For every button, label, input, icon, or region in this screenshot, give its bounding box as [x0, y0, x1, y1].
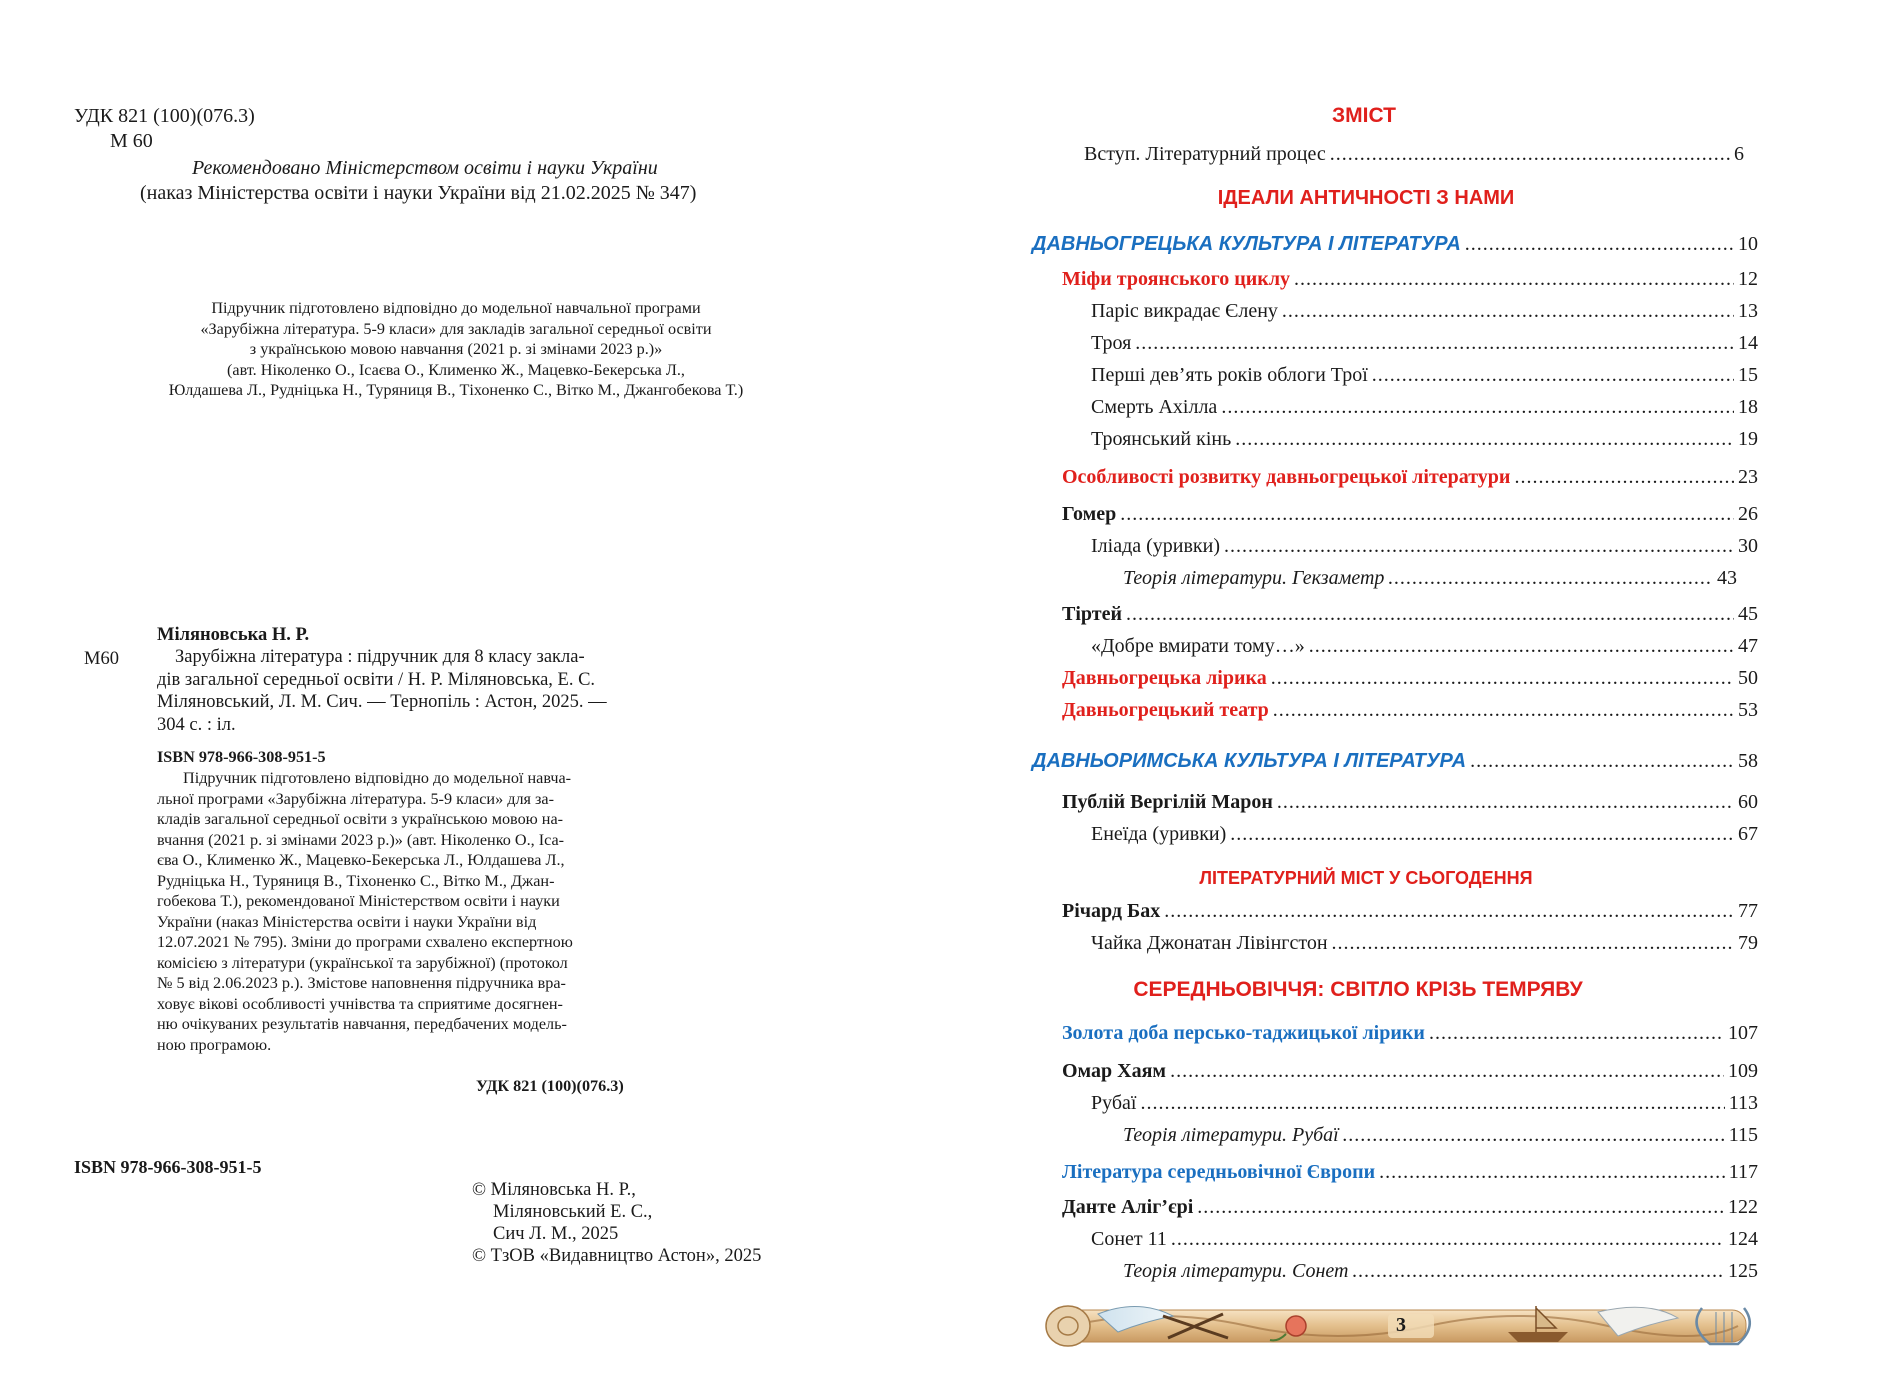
- toc-entry-page: 43: [1717, 567, 1737, 589]
- abstract-line: комісією з літератури (української та зарубіжної) (протокол: [157, 953, 568, 972]
- toc-entry-label: Чайка Джонатан Лівінгстон: [1091, 932, 1328, 954]
- toc-entry-label: Вступ. Літературний процес: [1084, 143, 1326, 165]
- toc-entry-page: 107: [1728, 1022, 1758, 1044]
- toc-entry-page: 47: [1738, 635, 1758, 657]
- toc-entry-label: «Добре вмирати тому…»: [1091, 635, 1305, 657]
- toc-entry-label: ДАВНЬОРИМСЬКА КУЛЬТУРА І ЛІТЕРАТУРА: [1032, 750, 1467, 772]
- toc-leader: [1120, 502, 1734, 526]
- toc-entry-label: Теорія літератури. Гекзаметр: [1123, 567, 1385, 589]
- code-top: М 60: [110, 130, 153, 152]
- toc-entry-page: 67: [1738, 823, 1758, 845]
- abstract-line: України (наказ Міністерства освіти і науки України від: [157, 912, 537, 931]
- toc-entry-page: 14: [1738, 332, 1758, 354]
- toc-entry[interactable]: [1062, 1021, 1758, 1045]
- toc-entry-page: 115: [1728, 1124, 1758, 1146]
- toc-entry-label: Троянський кінь: [1091, 428, 1232, 450]
- biblio-line: Зарубіжна література : підручник для 8 класу закла-: [175, 647, 585, 667]
- toc-leader: [1429, 1021, 1724, 1045]
- toc-entry-label: Паріс викрадає Єлену: [1091, 300, 1278, 322]
- order-line: (наказ Міністерства освіти і науки України від 21.02.2025 № 347): [140, 182, 697, 204]
- toc-leader: [1372, 363, 1734, 387]
- abstract-line: вчання (2021 р. зі змінами 2023 р.)» (авт. Ніколенко О., Іса-: [157, 830, 565, 849]
- toc-entry-page: 45: [1738, 603, 1758, 625]
- toc-entry[interactable]: [1091, 634, 1758, 658]
- abstract-line: гобекова Т.), рекомендованої Міністерством освіти і науки: [157, 892, 560, 910]
- toc-leader: [1388, 566, 1713, 590]
- toc-entry-page: 50: [1738, 667, 1758, 689]
- toc-entry-label: Особливості розвитку давньогрецької літератури: [1062, 466, 1511, 488]
- toc-entry[interactable]: [1062, 1195, 1758, 1219]
- toc-entry[interactable]: [1123, 566, 1737, 590]
- toc-entry-page: 117: [1728, 1161, 1758, 1183]
- toc-entry-page: 13: [1738, 300, 1758, 322]
- copyright-line: © ТзОВ «Видавництво Астон», 2025: [472, 1246, 762, 1266]
- biblio-line: 304 с. : іл.: [157, 714, 236, 735]
- toc-leader: [1309, 634, 1734, 658]
- code-side: М60: [84, 649, 119, 669]
- toc-entry-label: Література середньовічної Європи: [1062, 1161, 1376, 1183]
- toc-entry-label: Данте Аліг’єрі: [1062, 1196, 1194, 1218]
- toc-entry-page: 10: [1738, 233, 1758, 255]
- toc-leader: [1224, 534, 1734, 558]
- toc-entry[interactable]: [1062, 465, 1758, 489]
- toc-entry-label: Річард Бах: [1062, 900, 1161, 922]
- toc-entry[interactable]: [1091, 534, 1758, 558]
- abstract-line: єва О., Клименко Ж., Мацевко-Бекерська Л., Юлдашева Л.,: [157, 851, 565, 869]
- toc-entry-page: 18: [1738, 396, 1758, 418]
- copyright-line: Міляновський Е. С.,: [493, 1202, 653, 1222]
- toc-entry-label: Давньогрецький театр: [1062, 699, 1269, 721]
- toc-entry[interactable]: [1123, 1259, 1758, 1283]
- toc-leader: [1277, 790, 1734, 814]
- toc-entry[interactable]: [1091, 427, 1758, 451]
- udk-top: УДК 821 (100)(076.3): [74, 105, 255, 127]
- toc-entry-page: 124: [1728, 1228, 1758, 1250]
- program-line: Підручник підготовлено відповідно до модельної навчальної програми: [211, 299, 701, 317]
- toc-entry-page: 58: [1738, 750, 1758, 772]
- toc-entry[interactable]: [1091, 1227, 1758, 1251]
- toc-leader: [1126, 602, 1734, 626]
- toc-leader: [1171, 1227, 1724, 1251]
- toc-leader: [1330, 142, 1730, 166]
- toc-entry-page: 109: [1728, 1060, 1758, 1082]
- toc-entry-label: Теорія літератури. Рубаї: [1123, 1124, 1339, 1146]
- program-line: з українською мовою навчання (2021 р. зі змінами 2023 р.)»: [249, 340, 663, 358]
- abstract-line: льної програми «Зарубіжна література. 5-9 класи» для за-: [157, 789, 554, 808]
- toc-entry-label: Рубаї: [1091, 1092, 1137, 1114]
- toc-entry[interactable]: [1062, 698, 1758, 722]
- copyright-line: © Міляновська Н. Р.,: [472, 1180, 636, 1200]
- toc-entry-label: Іліада (уривки): [1091, 535, 1221, 557]
- toc-entry-page: 26: [1738, 503, 1758, 525]
- abstract-line: 12.07.2021 № 795). Зміни до програми схвалено експертною: [157, 933, 573, 951]
- program-note: [100, 298, 812, 401]
- toc-leader: [1470, 750, 1734, 773]
- toc-leader: [1514, 465, 1734, 489]
- toc-leader: [1332, 931, 1734, 955]
- toc-entry-page: 125: [1728, 1260, 1758, 1282]
- toc-leader: [1135, 331, 1734, 355]
- toc-leader: [1170, 1059, 1724, 1083]
- toc-entry-page: 53: [1738, 699, 1758, 721]
- toc-entry-page: 122: [1728, 1196, 1758, 1218]
- toc-entry[interactable]: [1091, 931, 1758, 955]
- toc-entry[interactable]: [1091, 331, 1758, 355]
- program-line: «Зарубіжна література. 5-9 класи» для закладів загальної середньої освіти: [200, 319, 712, 338]
- program-line: Юлдашева Л., Рудніцька Н., Туряниця В., Тіхоненко С., Вітко М., Джангобекова Т.): [168, 381, 744, 399]
- author-name: Міляновська Н. Р.: [157, 625, 310, 645]
- toc-entry-label: Сонет 11: [1091, 1228, 1167, 1250]
- copyright-block: [472, 1179, 761, 1267]
- toc-entry-page: 15: [1738, 364, 1758, 386]
- abstract-line: № 5 від 2.06.2023 р.). Змістове наповнення підручника вра-: [157, 974, 566, 992]
- toc-entry[interactable]: [1062, 267, 1758, 291]
- toc-leader: [1221, 395, 1734, 419]
- biblio-line: дів загальної середньої освіти / Н. Р. Міляновська, Е. С.: [157, 669, 596, 690]
- toc-entry[interactable]: [1091, 395, 1758, 419]
- toc-entry[interactable]: [1091, 1091, 1758, 1115]
- toc-entry[interactable]: [1062, 666, 1758, 690]
- toc-entry-label: Омар Хаям: [1062, 1060, 1167, 1082]
- toc-entry[interactable]: [1062, 602, 1758, 626]
- toc-entry[interactable]: [1062, 1059, 1758, 1083]
- recommendation-line: Рекомендовано Міністерством освіти і науки України: [192, 157, 658, 179]
- toc-leader: [1352, 1259, 1724, 1283]
- toc-entry[interactable]: [1123, 1123, 1758, 1147]
- page-number: 3: [1396, 1314, 1406, 1336]
- program-line: (авт. Ніколенко О., Ісаєва О., Клименко Ж., Мацевко-Бекерська Л.,: [227, 360, 685, 379]
- copyright-line: Сич Л. М., 2025: [493, 1224, 619, 1244]
- toc-entry-label: Міфи троянського циклу: [1062, 268, 1291, 290]
- toc-entry-page: 12: [1738, 268, 1758, 290]
- toc-entry-label: Золота доба персько-таджицької лірики: [1062, 1022, 1425, 1044]
- toc-leader: [1271, 666, 1734, 690]
- isbn-bottom: ISBN 978-966-308-951-5: [74, 1157, 262, 1177]
- section-heading[interactable]: СЕРЕДНЬОВІЧЧЯ: СВІТЛО КРІЗЬ ТЕМРЯВУ: [1133, 978, 1583, 1001]
- toc-entry-label: Гомер: [1062, 503, 1117, 525]
- toc-entry-label: Публій Вергілій Марон: [1062, 791, 1273, 813]
- toc-entry[interactable]: [1062, 502, 1758, 526]
- toc-part[interactable]: [1032, 750, 1758, 773]
- toc-entry-label: Давньогрецька лірика: [1062, 667, 1267, 689]
- toc-entry-label: ДАВНЬОГРЕЦЬКА КУЛЬТУРА І ЛІТЕРАТУРА: [1032, 233, 1461, 255]
- abstract-line: ховує вікові особливості учнівства та сприятиме досягнен-: [157, 994, 563, 1013]
- toc-entry[interactable]: [1062, 899, 1758, 923]
- toc-entry-page: 6: [1734, 143, 1744, 165]
- toc-entry-label: Теорія літератури. Сонет: [1123, 1260, 1349, 1282]
- bibliographic-description: [157, 646, 653, 736]
- toc-entry[interactable]: [1091, 363, 1758, 387]
- toc-entry[interactable]: [1091, 822, 1758, 846]
- abstract: [157, 768, 653, 1055]
- section-heading[interactable]: ЛІТЕРАТУРНИЙ МІСТ У СЬОГОДЕННЯ: [1199, 868, 1533, 888]
- toc-entry[interactable]: [1062, 790, 1758, 814]
- toc-leader: [1273, 698, 1734, 722]
- toc-entry[interactable]: [1091, 299, 1758, 323]
- toc-entry-page: 79: [1738, 932, 1758, 954]
- udk-card: УДК 821 (100)(076.3): [476, 1077, 624, 1095]
- abstract-line: Рудніцька Н., Туряниця В., Тіхоненко С., Вітко М., Джан-: [157, 871, 555, 890]
- section-heading[interactable]: ІДЕАЛИ АНТИЧНОСТІ З НАМИ: [1217, 187, 1515, 209]
- contents-page: [952, 0, 1904, 1400]
- toc-entry-page: 77: [1738, 900, 1758, 922]
- biblio-line: Міляновський, Л. М. Сич. — Тернопіль : Астон, 2025. —: [157, 692, 607, 712]
- toc-entry-page: 23: [1738, 466, 1758, 488]
- toc-leader: [1235, 427, 1734, 451]
- toc-leader: [1197, 1195, 1724, 1219]
- abstract-line: ню очікуваних результатів навчання, передбачених модель-: [157, 1015, 567, 1033]
- toc-leader: [1140, 1091, 1724, 1115]
- contents-title: ЗМІСТ: [1332, 104, 1396, 127]
- toc-leader: [1282, 299, 1734, 323]
- toc-entry-label: Перші дев’ять років облоги Трої: [1091, 364, 1368, 386]
- toc-entry-page: 19: [1738, 428, 1758, 450]
- toc-entry-label: Тіртей: [1062, 603, 1122, 625]
- toc-leader: [1230, 822, 1734, 846]
- toc-leader: [1343, 1123, 1725, 1147]
- toc-entry[interactable]: [1062, 1160, 1758, 1184]
- isbn-card: ISBN 978-966-308-951-5: [157, 748, 326, 766]
- abstract-line: Підручник підготовлено відповідно до модельної навча-: [183, 769, 572, 787]
- toc-entry-label: Смерть Ахілла: [1091, 396, 1218, 418]
- toc-entry-page: 113: [1728, 1092, 1758, 1114]
- toc-leader: [1164, 899, 1734, 923]
- toc-entry-label: Троя: [1091, 332, 1132, 354]
- abstract-line: кладів загальної середньої освіти з українською мовою на-: [157, 810, 564, 828]
- toc-entry-page: 60: [1738, 791, 1758, 813]
- toc-entry-page: 30: [1738, 535, 1758, 557]
- toc-entry-label: Енеїда (уривки): [1091, 823, 1227, 845]
- toc-leader: [1294, 267, 1734, 291]
- toc-entry[interactable]: [1084, 142, 1744, 166]
- toc-leader: [1379, 1160, 1725, 1184]
- toc-leader: [1465, 233, 1734, 256]
- toc-part[interactable]: [1032, 233, 1758, 256]
- abstract-line: ною програмою.: [157, 1035, 272, 1054]
